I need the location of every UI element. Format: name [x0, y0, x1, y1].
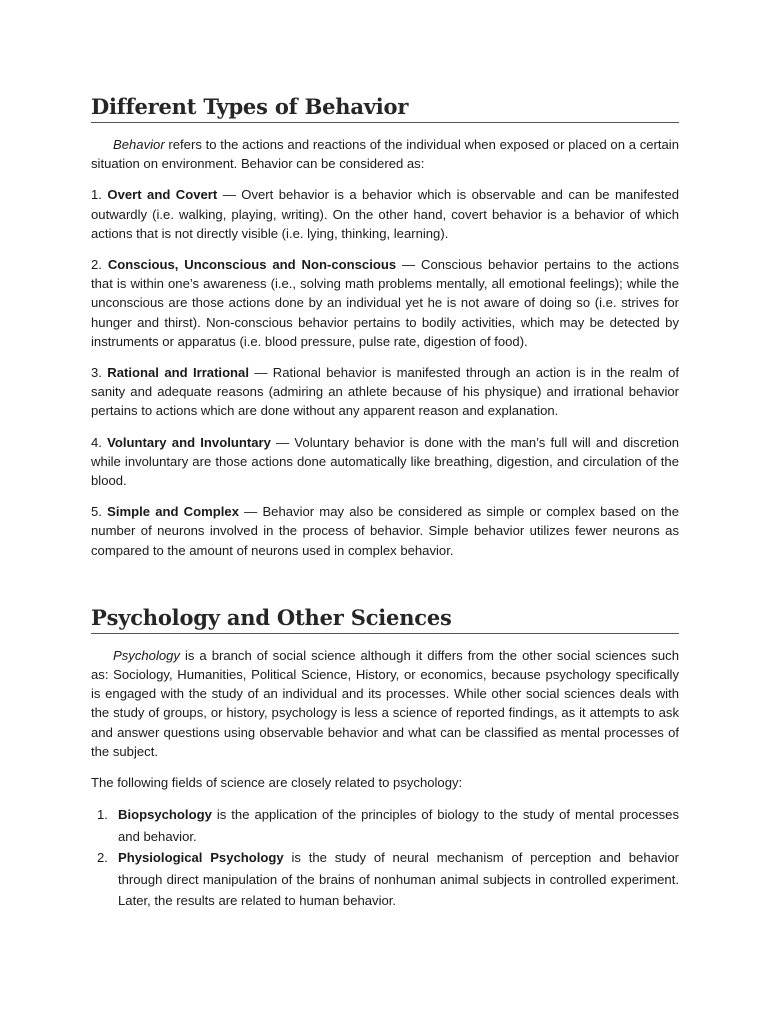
psychology-intro-text: is a branch of social science although it differs from the other social sciences such as: Sociology, Humanities, Political Science, History, or economics, because psychology specifically is engaged with the study of an individual and its processes. While other social sciences deals with the study of groups, or history, psychology is less a science of reported findings, as it attempts to ask and answer questions using observable behavior and what can be classified as mental processes of the subject.: [91, 647, 679, 759]
item-title: Rational and Irrational: [107, 365, 249, 381]
related-fields-list: [91, 804, 679, 912]
item-title: Biopsychology: [118, 807, 212, 823]
behavior-type-item: [91, 185, 679, 243]
document-page: [91, 0, 679, 912]
behavior-type-item: [91, 255, 679, 351]
psychology-term: Psychology: [113, 647, 180, 663]
psychology-intro-paragraph: [91, 646, 679, 761]
item-text: — Voluntary behavior is done with the man’s full will and discretion while involuntary are those actions done automatically like breathing, digestion, and circulation of the blood.: [91, 434, 680, 489]
item-number: 1.: [91, 187, 102, 203]
behavior-term: Behavior: [113, 137, 165, 152]
item-text: — Behavior may also be considered as simple or complex based on the number of neurons involved in the process of behavior. Simple behavior utilizes fewer neurons as compared to the amount of neurons used in complex behavior.: [91, 504, 679, 558]
item-title: Voluntary and Involuntary: [107, 434, 271, 450]
item-title: Overt and Covert: [107, 187, 218, 203]
item-number: 3.: [91, 365, 102, 381]
item-number: 2.: [91, 257, 102, 273]
item-number: 5.: [91, 504, 102, 520]
behavior-intro-text: refers to the actions and reactions of the individual when exposed or placed on a certain situation on environment. Behavior can be considered as:: [91, 137, 679, 172]
behavior-type-item: [91, 433, 679, 491]
item-title: Physiological Psychology: [118, 850, 284, 866]
list-item: [91, 847, 679, 912]
item-text: is the application of the principles of biology to the study of mental processes and behavior.: [118, 807, 679, 844]
section-heading-psychology-sciences: Psychology and Other Sciences: [91, 605, 679, 634]
section-heading-behavior-types: Different Types of Behavior: [91, 94, 679, 123]
behavior-intro-paragraph: [91, 135, 679, 173]
fields-lead-paragraph: The following fields of science are closely related to psychology:: [91, 775, 463, 791]
item-number: 1.: [97, 807, 108, 823]
behavior-type-item: [91, 363, 679, 421]
item-text: is the study of neural mechanism of perception and behavior through direct manipulation of the brains of nonhuman animal subjects in controlled experiment. Later, the results are related to human behavior.: [118, 850, 679, 909]
item-title: Conscious, Unconscious and Non-conscious: [107, 257, 397, 273]
behavior-type-item: [91, 502, 679, 560]
item-number: 4.: [91, 434, 102, 450]
item-number: 2.: [97, 850, 108, 866]
item-text: — Overt behavior is a behavior which is observable and can be manifested outwardly (i.e. walking, playing, writing). On the other hand, covert behavior is a behavior of which actions that is not directly visible (i.e. lying, thinking, learning).: [91, 187, 680, 241]
list-item: [91, 804, 679, 847]
item-text: — Conscious behavior pertains to the actions that is within one’s awareness (i.e., solving math problems mentally, all emotional feelings); while the unconscious are those actions done by an individual yet he is not aware of doing so (i.e. strives for hunger and thirst). Non-conscious behavior pertains to bodily activities, which may be detected by instruments or apparatus (i.e. blood pressure, pulse rate, digestion of food).: [91, 257, 679, 349]
item-title: Simple and Complex: [107, 504, 239, 520]
item-text: — Rational behavior is manifested through an action is in the realm of sanity and adequate reasons (admiring an athlete because of his physique) and irrational behavior pertains to actions which are done without any apparent reason and explanation.: [91, 365, 679, 419]
